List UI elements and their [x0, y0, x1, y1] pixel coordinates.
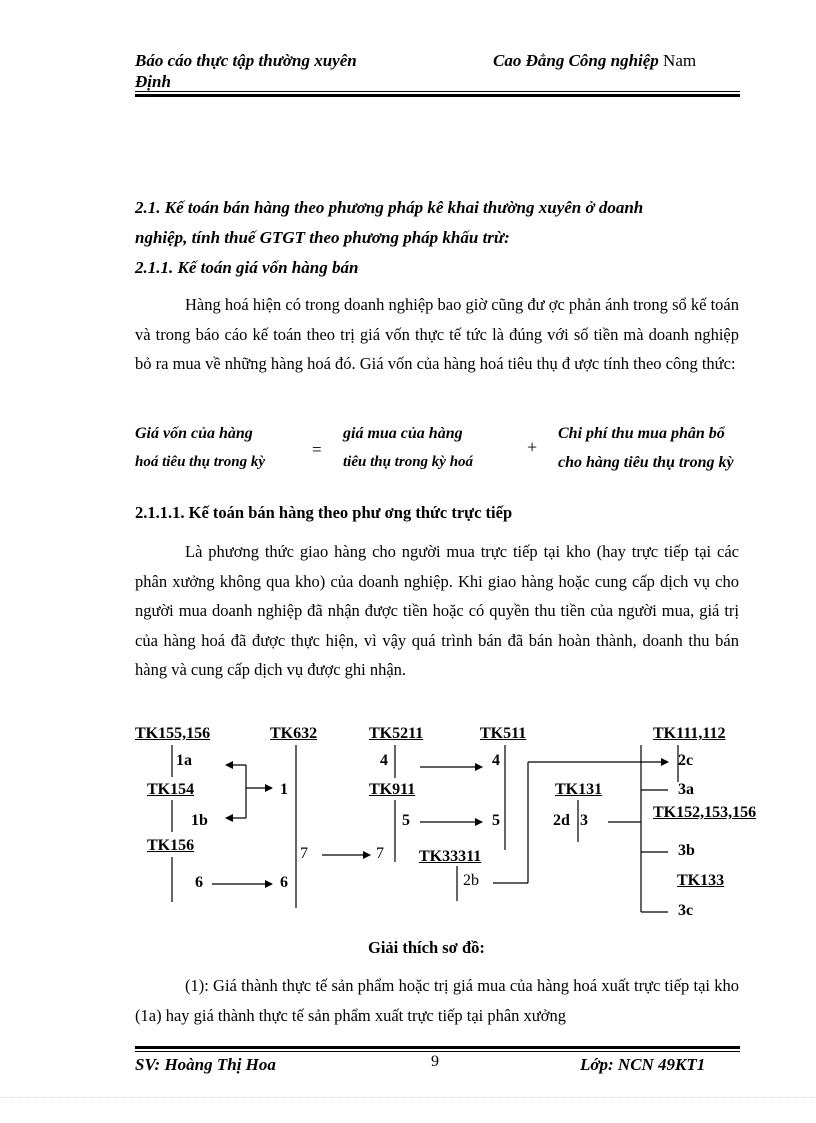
account-tk154: TK154 — [147, 781, 195, 798]
label-6-right: 6 — [280, 874, 288, 891]
explanation-title: Giải thích sơ đồ: — [368, 938, 485, 957]
label-2d: 2d — [553, 812, 570, 829]
page-separator — [0, 1097, 816, 1098]
explanation-paragraph: (1): Giá thành thực tế sản phẩm hoặc trị giá mua của hàng hoá xuất trực tiếp tại kho (1a) hay giá thành thực tế sản phẩm xuất trực tiếp tại phân xưởng — [135, 976, 739, 1025]
account-tk5211: TK5211 — [369, 725, 424, 742]
label-4-left: 4 — [380, 752, 388, 769]
label-7-right: 7 — [376, 845, 384, 862]
label-3a: 3a — [678, 781, 694, 798]
account-tk911: TK911 — [369, 781, 416, 798]
header-left-line1: Báo cáo thực tập thường xuyên — [135, 51, 357, 70]
account-tk511: TK511 — [480, 725, 527, 742]
formula-term1-line1: Giá vốn của hàng — [135, 425, 253, 442]
footer-class: Lớp: NCN 49KT1 — [580, 1055, 706, 1074]
formula-term3-line2: cho hàng tiêu thụ trong kỳ — [558, 454, 734, 471]
account-tk155: TK155,156 — [135, 725, 211, 742]
account-tk632: TK632 — [270, 725, 318, 742]
label-5-left: 5 — [402, 812, 410, 829]
account-tk156: TK156 — [147, 837, 195, 854]
label-3c: 3c — [678, 902, 694, 919]
formula-term2-line2: tiêu thụ trong kỳ hoá — [343, 454, 474, 470]
label-7-left: 7 — [300, 845, 308, 862]
label-5-right: 5 — [492, 812, 500, 829]
formula-term3-line1: Chi phí thu mua phân bổ — [558, 425, 725, 442]
label-3b: 3b — [678, 842, 695, 859]
account-tk33311: TK33311 — [419, 848, 482, 865]
label-4-right: 4 — [492, 752, 500, 769]
label-2c: 2c — [678, 752, 694, 769]
header-right-main: Cao Đẳng Công nghiệp — [493, 51, 659, 70]
header-left-line2: Định — [135, 72, 171, 91]
subsection-heading: 2.1.1.1. Kế toán bán hàng theo phư ơng thức trực tiếp — [135, 503, 513, 522]
account-tk111: TK111,112 — [653, 725, 726, 742]
footer-page-number: 9 — [431, 1053, 439, 1070]
paragraph-cost-of-goods: Hàng hoá hiện có trong doanh nghiệp bao giờ cũng đư ợc phản ánh trong sổ kế toán và trong báo cáo kế toán theo trị giá vốn thực tế tức là đúng với số tiền mà doanh nghiệp bỏ ra mua về những hàng hoá đó. Giá vốn của hàng hoá tiêu thụ đ ược tính theo công thức: — [135, 295, 739, 373]
paragraph-direct-sales: Là phương thức giao hàng cho người mua trực tiếp tại kho (hay trực tiếp tại các phân xưởng không qua kho) của doanh nghiệp. Khi giao hàng hoặc cung cấp dịch vụ cho người mua doanh nghiệp đã nhận được tiền hoặc có quyền thu tiền của người mua, giá trị của hàng hoá đã được thực hiện, vì vậy quá trình bán đã bán hoàn thành, doanh thu bán hàng và cung cấp dịch vụ được ghi nhận. — [135, 542, 739, 679]
label-2b: 2b — [463, 872, 479, 889]
label-1b: 1b — [191, 812, 208, 829]
formula-equals: = — [312, 440, 322, 459]
section-subheading: 2.1.1. Kế toán giá vốn hàng bán — [135, 258, 359, 277]
footer-rule-thick — [135, 1046, 740, 1049]
formula-term2-line1: giá mua của hàng — [343, 425, 463, 442]
section-heading-line1: 2.1. Kế toán bán hàng theo phương pháp kê khai thường xuyên ở doanh — [135, 198, 644, 217]
formula-plus: + — [527, 437, 538, 457]
account-tk133: TK133 — [677, 872, 725, 889]
formula-term1-line2: hoá tiêu thụ trong kỳ — [135, 454, 266, 470]
label-1: 1 — [280, 781, 288, 798]
header-right-tail: Nam — [663, 51, 697, 70]
account-tk131: TK131 — [555, 781, 603, 798]
section-heading-line2: nghiệp, tính thuế GTGT theo phương pháp khấu trừ: — [135, 228, 510, 247]
label-1a: 1a — [176, 752, 192, 769]
footer-rule-thin — [135, 1051, 740, 1052]
account-tk152: TK152,153,156 — [653, 804, 757, 821]
label-3: 3 — [580, 812, 588, 829]
label-6-left: 6 — [195, 874, 203, 891]
footer-student: SV: Hoàng Thị Hoa — [135, 1055, 276, 1074]
